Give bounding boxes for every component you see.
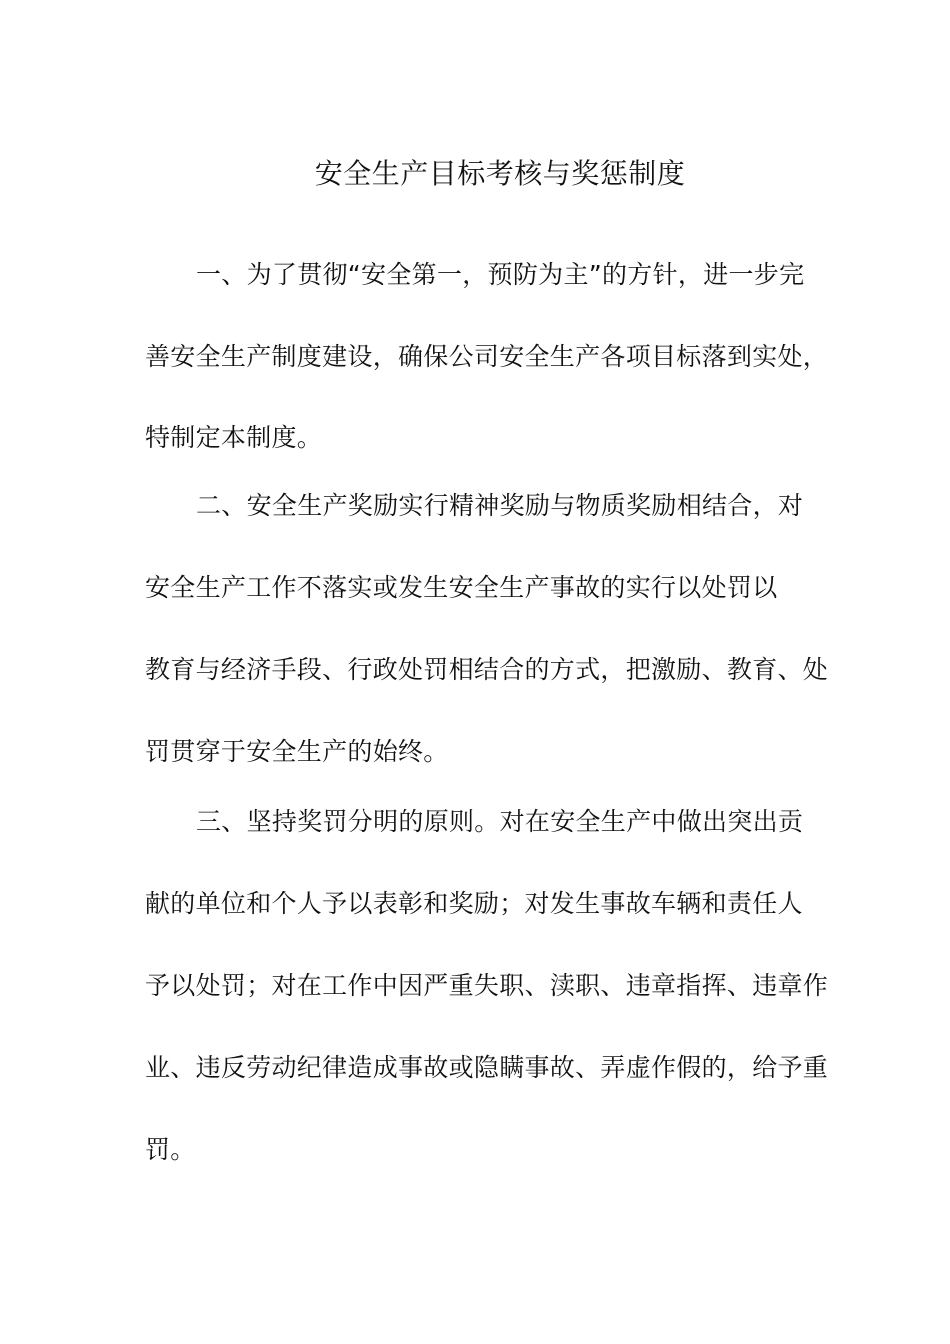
paragraph-2-line-4: 罚贯穿于安全生产的始终。 — [145, 737, 449, 766]
paragraph-3-line-3: 予以处罚；对在工作中因严重失职、渎职、违章指挥、违章作 — [145, 971, 829, 1000]
paragraph-3-line-2: 献的单位和个人予以表彰和奖励；对发生事故车辆和责任人 — [145, 889, 803, 918]
paragraph-2-line-3: 教育与经济手段、行政处罚相结合的方式，把激励、教育、处 — [145, 655, 829, 684]
paragraph-3-line-5: 罚。 — [145, 1135, 196, 1164]
paragraph-2-line-1: 二、安全生产奖励实行精神奖励与物质奖励相结合，对 — [196, 491, 804, 520]
paragraph-1-line-3: 特制定本制度。 — [145, 423, 323, 452]
paragraph-1-line-2: 善安全生产制度建设，确保公司安全生产各项目标落到实处， — [145, 342, 829, 371]
paragraph-3-line-4: 业、违反劳动纪律造成事故或隐瞒事故、弄虚作假的，给予重 — [145, 1053, 829, 1082]
paragraph-3-line-1: 三、坚持奖罚分明的原则。对在安全生产中做出突出贡 — [196, 807, 804, 836]
document-title: 安全生产目标考核与奖惩制度 — [314, 157, 686, 190]
paragraph-2-line-2: 安全生产工作不落实或发生安全生产事故的实行以处罚以 — [145, 573, 778, 602]
paragraph-1-line-1: 一、为了贯彻“安全第一，预防为主”的方针，进一步完 — [196, 260, 805, 289]
